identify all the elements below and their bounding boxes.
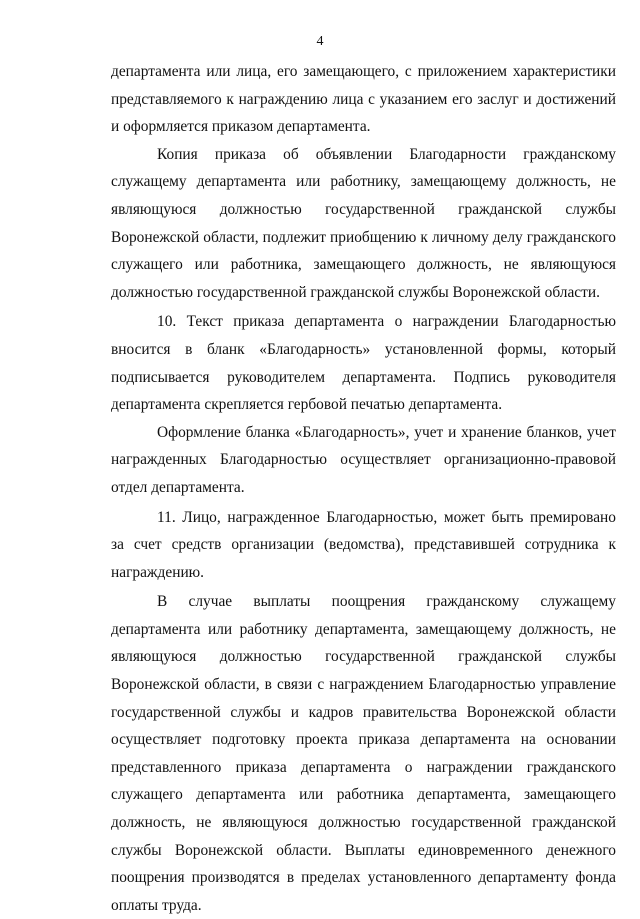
paragraph-item-10: 10. Текст приказа департамента о награждении Благодарностью вносится в бланк «Благодарность» установленной формы, который подписывается руководителем департамента. Подпись руководителя департамента скрепляется гербовой печатью департамента. [111, 313, 616, 414]
document-body [111, 58, 616, 919]
paragraph-bonus-payment: В случае выплаты поощрения гражданскому служащему департамента или работнику департамента, замещающему должность, не являющуюся должностью государственной гражданской службы Воронежской области, в связи с награждением Благодарностью управление государственной службы и кадров правительства Воронежской области осуществляет подготовку проекта приказа департамента на основании представленного приказа департамента о награждении гражданского служащего департамента или работника департамента, замещающего должность, не являющуюся должностью государственной гражданской службы Воронежской области. Выплаты единовременного денежного поощрения производятся в пределах установленного департаменту фонда оплаты труда. [111, 593, 616, 914]
paragraph-order-copy: Копия приказа об объявлении Благодарности гражданскому служащему департамента или работнику, замещающему должность, не являющуюся должностью государственной гражданской службы Воронежской области, подлежит приобщению к личному делу гражданского служащего или работника, замещающего должность, не являющуюся должностью государственной гражданской службы Воронежской области. [111, 145, 616, 301]
page-number: 4 [316, 34, 324, 49]
paragraph-blank-registration: Оформление бланка «Благодарность», учет и хранение бланков, учет награжденных Благодарностью осуществляет организационно-правовой отдел департамента. [111, 423, 616, 496]
paragraph-continuation: департамента или лица, его замещающего, с приложением характеристики представляемого к награждению лица с указанием его заслуг и достижений и оформляется приказом департамента. [111, 63, 616, 136]
paragraph-item-11: 11. Лицо, награжденное Благодарностью, может быть премировано за счет средств организации (ведомства), представившей сотрудника к награждению. [111, 508, 616, 581]
